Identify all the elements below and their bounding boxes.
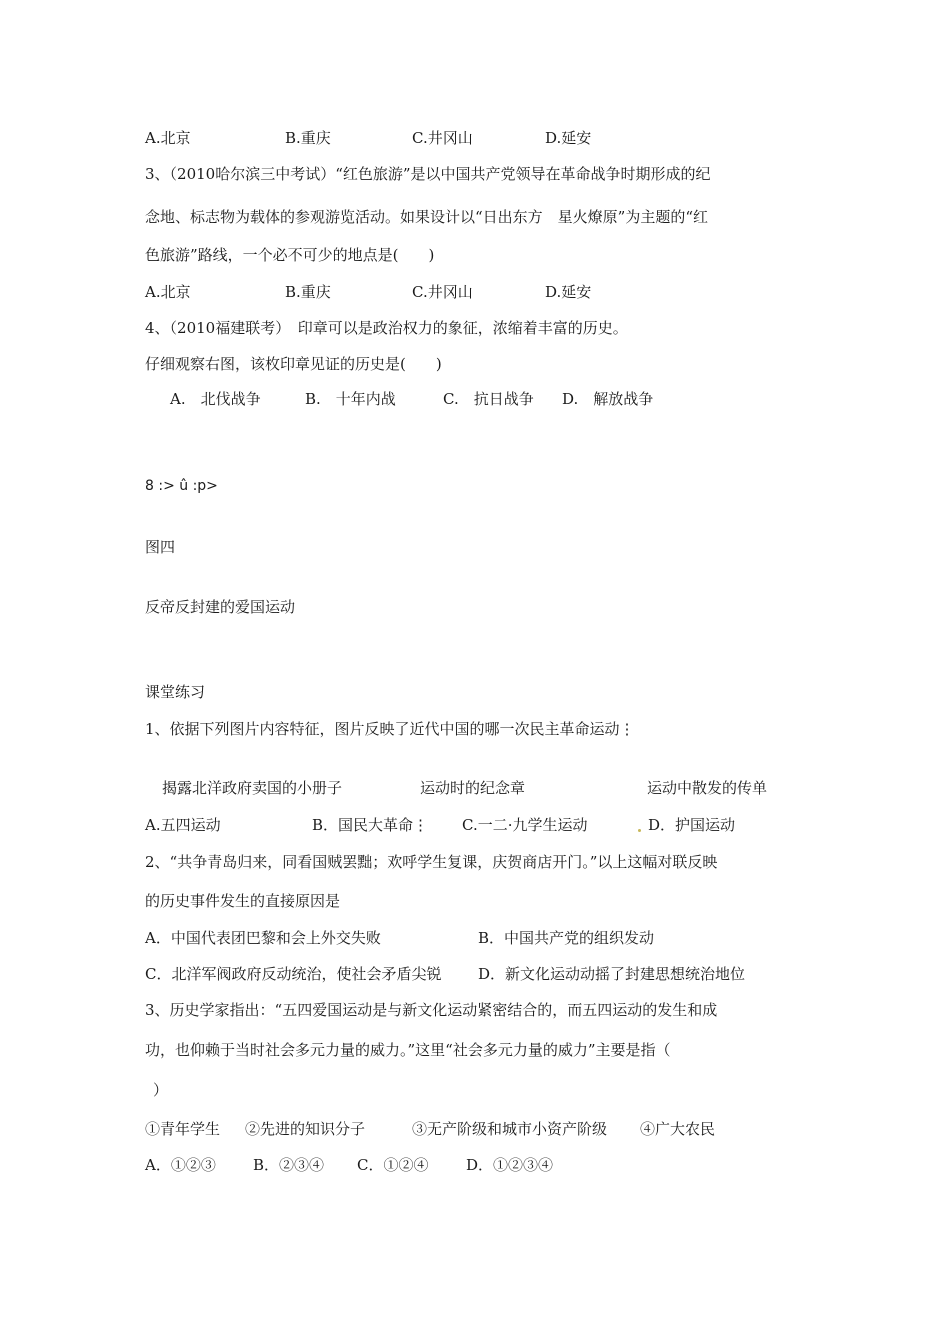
p1-option-a: A.五四运动 xyxy=(145,816,221,834)
q4-option-d: D. 解放战争 xyxy=(562,390,654,408)
p2-line1: 2、“共争青岛归来，同看国贼罢黜；欢呼学生复课，庆贺商店开门。”以上这幅对联反映 xyxy=(145,853,718,871)
p3-option-c: C．①②④ xyxy=(357,1156,429,1174)
prev-option-d: D.延安 xyxy=(545,129,592,147)
q4-line2: 仔细观察右图，该枚印章见证的历史是( ) xyxy=(145,355,442,373)
p3-option-b: B．②③④ xyxy=(253,1156,325,1174)
p2-option-b: B．中国共产党的组织发动 xyxy=(478,929,655,947)
p3-line2: 功，也仰赖于当时社会多元力量的威力。”这里“社会多元力量的威力”主要是指（ xyxy=(145,1041,671,1059)
q3-line2: 念地、标志物为载体的参观游览活动。如果设计以“日出东方 星火燎原”为主题的“红 xyxy=(145,208,709,226)
p2-option-c: C．北洋军阀政府反动统治，使社会矛盾尖锐 xyxy=(145,965,442,983)
q3-option-d: D.延安 xyxy=(545,283,592,301)
prev-option-a: A.北京 xyxy=(145,129,191,147)
p3-item-3: ③无产阶级和城市小资产阶级 xyxy=(412,1120,608,1138)
garbled-text: 8 :> û :p> xyxy=(145,478,218,494)
q4-option-b: B. 十年内战 xyxy=(305,390,396,408)
p3-item-4: ④广大农民 xyxy=(640,1120,716,1138)
figure-label: 图四 xyxy=(145,538,176,556)
p3-item-2: ②先进的知识分子 xyxy=(245,1120,366,1138)
p1-option-c: C.一二·九学生运动 xyxy=(462,816,588,834)
q3-option-c: C.井冈山 xyxy=(412,283,473,301)
q3-option-b: B.重庆 xyxy=(285,283,331,301)
q4-option-a: A. 北伐战争 xyxy=(170,390,261,408)
p1-line1: 1、依据下列图片内容特征，图片反映了近代中国的哪一次民主革命运动⋮ xyxy=(145,720,635,738)
practice-title: 课堂练习 xyxy=(145,683,206,701)
p1-caption-2: 运动时的纪念章 xyxy=(420,779,526,797)
p1-option-d: D．护国运动 xyxy=(648,816,736,834)
prev-option-b: B.重庆 xyxy=(285,129,331,147)
p3-item-1: ①青年学生 xyxy=(145,1120,221,1138)
prev-option-c: C.井冈山 xyxy=(412,129,473,147)
q4-line1: 4、（2010福建联考） 印章可以是政治权力的象征，浓缩着丰富的历史。 xyxy=(145,319,628,337)
p3-line1: 3、历史学家指出：“五四爱国运动是与新文化运动紧密结合的，而五四运动的发生和成 xyxy=(145,1001,718,1019)
p3-option-a: A．①②③ xyxy=(145,1156,216,1174)
q3-option-a: A.北京 xyxy=(145,283,191,301)
section-title: 反帝反封建的爱国运动 xyxy=(145,598,296,616)
stray-dot xyxy=(638,829,641,832)
p3-line3: ） xyxy=(153,1081,169,1099)
p2-option-d: D．新文化运动动摇了封建思想统治地位 xyxy=(478,965,746,983)
q4-option-c: C. 抗日战争 xyxy=(443,390,534,408)
p2-line2: 的历史事件发生的直接原因是 xyxy=(145,892,341,910)
p1-caption-1: 揭露北洋政府卖国的小册子 xyxy=(162,779,343,797)
q3-line3: 色旅游”路线，一个必不可少的地点是( ) xyxy=(145,246,435,264)
p3-option-d: D．①②③④ xyxy=(466,1156,554,1174)
p1-caption-3: 运动中散发的传单 xyxy=(647,779,768,797)
p1-option-b: B．国民大革命⋮ xyxy=(312,816,429,834)
p2-option-a: A．中国代表团巴黎和会上外交失败 xyxy=(145,929,381,947)
q3-line1: 3、（2010哈尔滨三中考试）“红色旅游”是以中国共产党领导在革命战争时期形成的纪 xyxy=(145,165,711,183)
